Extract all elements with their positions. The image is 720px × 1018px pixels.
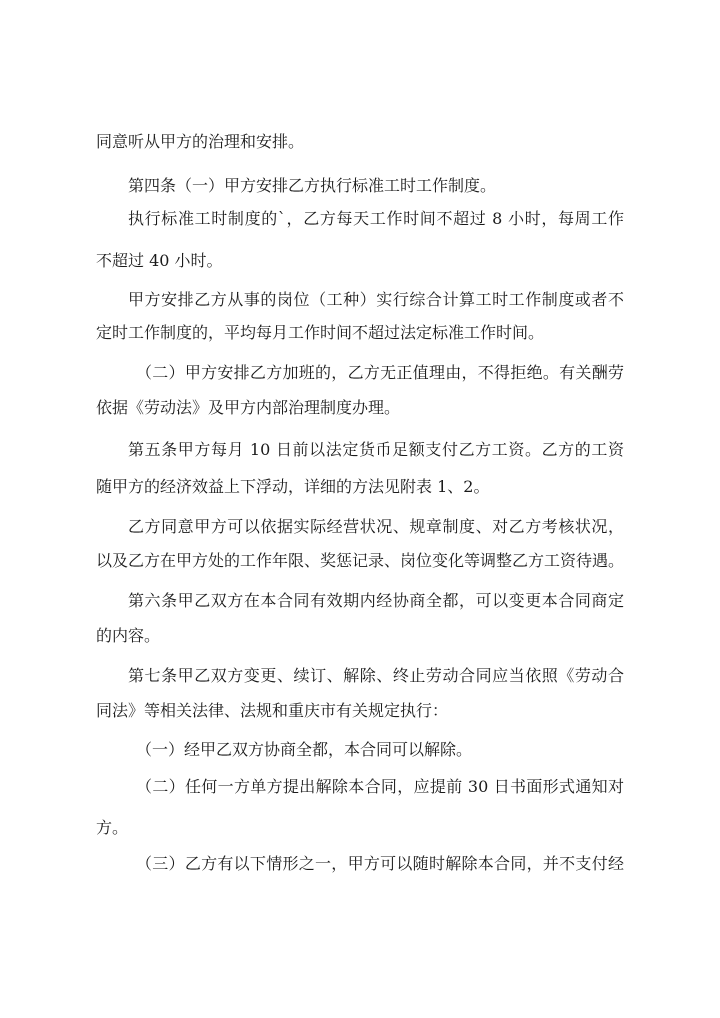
- list-item: （一）经甲乙双方协商全都，本合同可以解除。: [136, 740, 473, 759]
- list-item: （三）乙方有以下情形之一，甲方可以随时解除本合同，并不支付经: [136, 854, 624, 873]
- body-line: 同意听从甲方的治理和安排。: [96, 132, 305, 151]
- body-line: 执行标准工时制度的`，乙方每天工作时间不超过 8 小时，每周工作: [128, 209, 624, 228]
- article-5-heading: 第五条甲方每月 10 日前以法定货币足额支付乙方工资。乙方的工资: [128, 440, 624, 459]
- body-line: 以及乙方在甲方处的工作年限、奖惩记录、岗位变化等调整乙方工资待遇。: [96, 551, 625, 570]
- article-7-heading: 第七条甲乙双方变更、续订、解除、终止劳动合同应当依照《劳动合: [128, 666, 624, 685]
- article-4-heading: 第四条（一）甲方安排乙方执行标准工时工作制度。: [128, 176, 497, 195]
- body-line: 乙方同意甲方可以依据实际经营状况、规章制度、对乙方考核状况，: [128, 517, 624, 536]
- body-line: 方。: [96, 818, 129, 837]
- body-line: 随甲方的经济效益上下浮动，详细的方法见附表 1、2。: [96, 477, 490, 496]
- body-line: 同法》等相关法律、法规和重庆市有关规定执行：: [96, 701, 449, 720]
- article-6-heading: 第六条甲乙双方在本合同有效期内经协商全都，可以变更本合同商定: [128, 591, 624, 610]
- body-line: 的内容。: [96, 626, 161, 645]
- body-line: （二）甲方安排乙方加班的，乙方无正值理由，不得拒绝。有关酬劳: [136, 363, 624, 382]
- body-line: 不超过 40 小时。: [96, 251, 223, 270]
- body-line: 依据《劳动法》及甲方内部治理制度办理。: [96, 398, 401, 417]
- list-item: （二）任何一方单方提出解除本合同，应提前 30 日书面形式通知对: [136, 777, 624, 796]
- body-line: 定时工作制度的，平均每月工作时间不超过法定标准工作时间。: [96, 323, 545, 342]
- body-line: 甲方安排乙方从事的岗位（工种）实行综合计算工时工作制度或者不: [128, 290, 624, 309]
